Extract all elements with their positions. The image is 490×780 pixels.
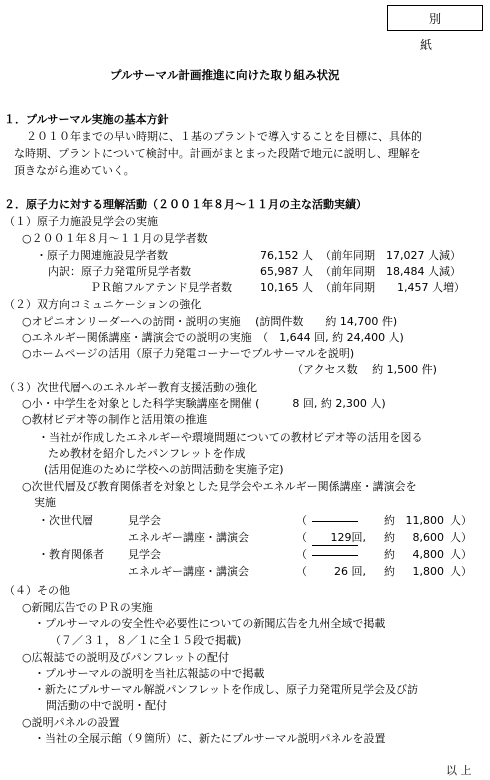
sub3-line: ○小・中学生を対象とした科学実験講座を開催 ( 8 回, 約 2,300 人) — [22, 397, 386, 410]
visitor-label: ・原子力関連施設見学者数 — [36, 249, 168, 262]
section1-line: ２０１０年までの早い時期に、１基のプラントで導入することを目標に、具体的 — [26, 130, 422, 143]
attachment-stamp: 別 紙 — [387, 5, 483, 31]
event-open: （ — [296, 548, 307, 561]
sub4-line: ・当社の全展示館（９箇所）に、新たにプルサーマル説明パネルを設置 — [34, 732, 386, 745]
event-unit: 人） — [450, 548, 472, 561]
visitor-label: ＰＲ館フルアテンド見学者数 — [90, 281, 233, 294]
event-unit: 人） — [450, 531, 472, 544]
sub1-heading: （１）原子力施設見学会の実施 — [4, 215, 158, 228]
event-people: 8,600 — [412, 531, 444, 544]
sub4-line: （７／３１，８／１に全１５段で掲載) — [50, 634, 242, 647]
event-people: 4,800 — [412, 548, 444, 561]
sub2-line: ○ホームページの活用（原子力発電コーナーでプルサーマルを説明) — [22, 347, 355, 360]
visitor-note: （前年同期 1,457 人増） — [320, 281, 465, 294]
sub4-line: ・プルサーマルの安全性や必要性についての新聞広告を九州全域で掲載 — [34, 617, 386, 630]
section1-line: な時期、プラントについて検討中。計画がまとまった段階で地元に説明し、理解を — [14, 147, 421, 160]
visitor-note: （前年同期 18,484 人減） — [320, 265, 461, 278]
event-approx: 約 — [384, 531, 395, 544]
closing-mark: 以 上 — [446, 764, 472, 777]
event-count: 26 回, — [334, 565, 366, 578]
sub4-line: ○新聞広告でのＰＲの実施 — [22, 601, 153, 614]
sub2-line: （アクセス数 約 1,500 件) — [292, 363, 437, 376]
section2-heading: ２．原子力に対する理解活動（２００１年８月〜１１月の主な活動実績） — [4, 198, 367, 211]
sub2-line: ○エネルギー関係講座・講演会での説明の実施 （ 1,644 回, 約 24,400 人) — [22, 331, 404, 344]
sub3-line: (活用促進のために学校への訪問活動を実施予定) — [44, 463, 284, 476]
visitor-label: 内訳：原子力発電所見学者数 — [48, 265, 191, 278]
event-open: （ — [296, 531, 307, 544]
visitor-value: 76,152 人 — [260, 249, 313, 262]
event-group: ・教育関係者 — [38, 548, 104, 561]
event-approx: 約 — [384, 565, 395, 578]
sub4-line: ・新たにプルサーマル解説パンフレットを作成し、原子力発電所見学会及び訪 — [34, 683, 419, 696]
event-approx: 約 — [384, 548, 395, 561]
event-group: ・次世代層 — [38, 514, 93, 527]
section1-line: 頂きながら進めていく。 — [14, 164, 135, 177]
event-people: 1,800 — [412, 565, 444, 578]
sub4-line: ○説明パネルの設置 — [22, 716, 120, 729]
section1-heading: １．プルサーマル実施の基本方針 — [4, 113, 169, 126]
event-type: 見学会 — [128, 514, 161, 527]
visitor-value: 10,165 人 — [260, 281, 313, 294]
visitor-note: （前年同期 17,027 人減） — [320, 249, 461, 262]
event-people: 11,800 — [405, 514, 444, 527]
event-type: 見学会 — [128, 548, 161, 561]
sub4-line: ○広報誌での説明及びパンフレットの配付 — [22, 651, 230, 664]
event-open: （ — [296, 565, 307, 578]
sub4-line: 問活動の中で説明・配付 — [46, 699, 167, 712]
event-approx: 約 — [384, 514, 395, 527]
event-type: エネルギー講座・講演会 — [128, 565, 249, 578]
count-underline — [312, 545, 358, 546]
sub3-line: ため教材を紹介したパンフレットを作成 — [48, 447, 246, 460]
no-count-dash — [312, 521, 358, 522]
page-title: プルサーマル計画推進に向けた取り組み状況 — [110, 68, 340, 82]
sub2-line: ○オピニオンリーダーへの訪問・説明の実施 (訪問件数 約 14,700 件) — [22, 315, 398, 328]
event-unit: 人） — [450, 565, 472, 578]
visitor-value: 65,987 人 — [260, 265, 313, 278]
event-count: 129回, — [330, 531, 366, 544]
event-open: （ — [296, 514, 307, 527]
event-unit: 人） — [450, 514, 472, 527]
sub3-line: ・当社が作成したエネルギーや環境問題についての教材ビデオ等の活用を図る — [38, 431, 423, 444]
sub4-line: ・プルサーマルの説明を当社広報誌の中で掲載 — [34, 667, 265, 680]
sub3-heading: （３）次世代層へのエネルギー教育支援活動の強化 — [4, 381, 257, 394]
sub3-line: ○次世代層及び教育関係者を対象とした見学会やエネルギー関係講座・講演会を — [22, 480, 417, 493]
sub4-heading: （４）その他 — [4, 584, 70, 597]
sub3-line: 実施 — [34, 496, 56, 509]
event-type: エネルギー講座・講演会 — [128, 531, 249, 544]
sub2-heading: （２）双方向コミュニケーションの強化 — [4, 298, 202, 311]
no-count-dash — [312, 555, 358, 556]
sub1-item: ○２００１年８月〜１１月の見学者数 — [22, 232, 208, 245]
sub3-line: ○教材ビデオ等の制作と活用策の推進 — [22, 413, 208, 426]
